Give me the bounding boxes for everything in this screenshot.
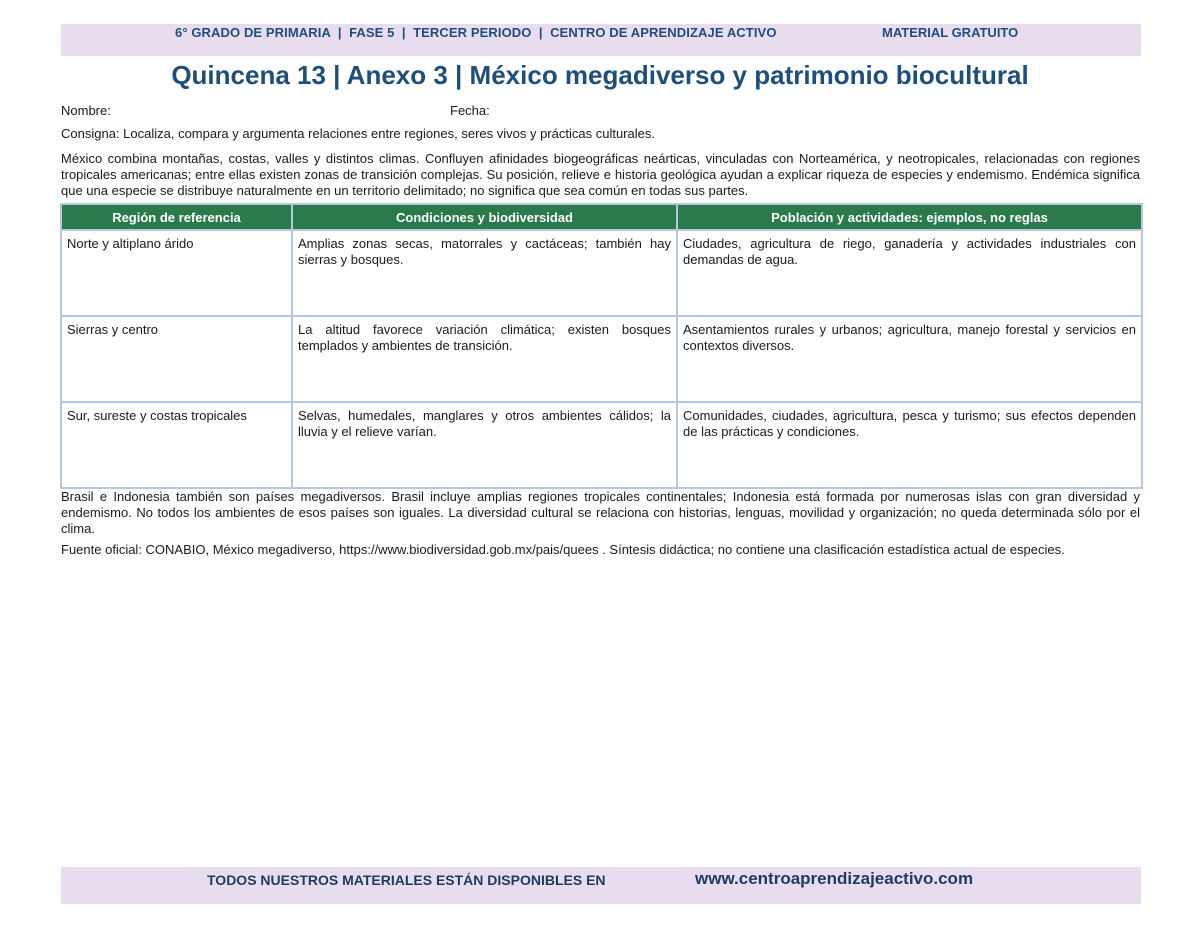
regions-table [60, 203, 1141, 489]
table-header-row [61, 204, 1142, 230]
consigna-text: Consigna: Localiza, compara y argumenta relaciones entre regiones, seres vivos y prácticas culturales. [61, 126, 655, 141]
table-cell: Ciudades, agricultura de riego, ganadería y actividades industriales con demandas de agua. [677, 230, 1142, 316]
table-cell: La altitud favorece variación climática; existen bosques templados y ambientes de transición. [292, 316, 677, 402]
source-note: Fuente oficial: CONABIO, México megadiverso, https://www.biodiversidad.gob.mx/pais/quees . Síntesis didáctica; no contiene una clasificación estadística actual de especies. [61, 542, 1065, 557]
footer-url-link[interactable]: www.centroaprendizajeactivo.com [695, 869, 974, 888]
closing-paragraph: Brasil e Indonesia también son países megadiversos. Brasil incluye amplias regiones tropicales continentales; Indonesia está formada por numerosas islas con gran diversidad y endemismo. No todos los ambientes de esos países son iguales. La diversidad cultural se relaciona con historias, lenguas, movilidad y organización; no queda determinada sólo por el clima. [61, 489, 1140, 536]
table-cell: Sur, sureste y costas tropicales [61, 402, 292, 488]
header-population: Población y actividades: ejemplos, no reglas [677, 204, 1142, 230]
header-banner [61, 24, 1141, 56]
page-title: Quincena 13 | Anexo 3 | México megadiverso y patrimonio biocultural [171, 60, 1029, 90]
intro-paragraph: México combina montañas, costas, valles y distintos climas. Confluyen afinidades biogeográficas neárticas, vinculadas con Norteamérica, y neotropicales, relacionadas con regiones tropicales americanas; entre ellas existen zonas de transición complejas. Su posición, relieve e historia geológica ayudan a explicar riqueza de especies y endemismo. Endémica significa que una especie se distribuye naturalmente en un territorio delimitado; no significa que sea común en todas sus partes. [61, 151, 1140, 198]
table-cell: Asentamientos rurales y urbanos; agricultura, manejo forestal y servicios en contextos diversos. [677, 316, 1142, 402]
footer-banner [61, 867, 1141, 904]
table-cell: Amplias zonas secas, matorrales y cactáceas; también hay sierras y bosques. [292, 230, 677, 316]
grade-info: 6° GRADO DE PRIMARIA | FASE 5 | TERCER PERIODO | CENTRO DE APRENDIZAJE ACTIVO [175, 25, 777, 40]
table-cell: Sierras y centro [61, 316, 292, 402]
table-row [61, 316, 1142, 402]
fecha-field[interactable]: Fecha: [450, 103, 490, 118]
header-region: Región de referencia [61, 204, 292, 230]
table-cell: Selvas, humedales, manglares y otros ambientes cálidos; la lluvia y el relieve varían. [292, 402, 677, 488]
table-row [61, 230, 1142, 316]
header-conditions: Condiciones y biodiversidad [292, 204, 677, 230]
material-label: MATERIAL GRATUITO [882, 25, 1019, 40]
table-row [61, 402, 1142, 488]
nombre-field[interactable]: Nombre: [61, 103, 111, 118]
table-cell: Norte y altiplano árido [61, 230, 292, 316]
footer-label: TODOS NUESTROS MATERIALES ESTÁN DISPONIBLES EN [207, 872, 606, 888]
table-cell: Comunidades, ciudades, agricultura, pesca y turismo; sus efectos dependen de las prácticas y condiciones. [677, 402, 1142, 488]
